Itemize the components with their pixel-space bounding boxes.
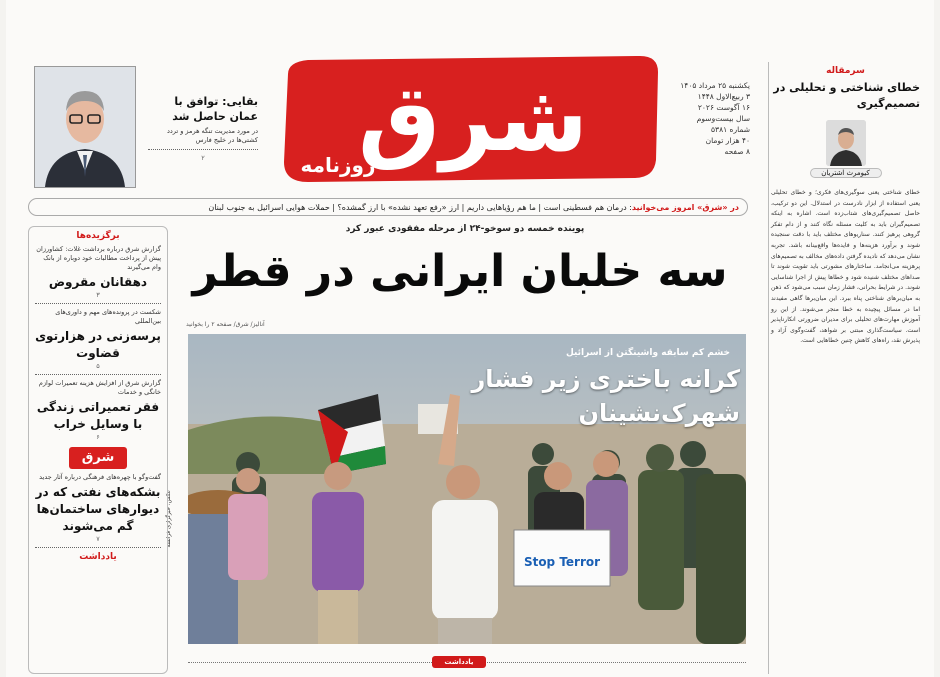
author-name: کیومرث اشتریان — [810, 168, 882, 178]
date-gregorian: ۱۶ آگوست ۲۰۲۶ — [697, 103, 750, 112]
page-count: ۸ صفحه — [724, 147, 750, 156]
newspaper-logo — [268, 50, 660, 188]
main-kicker: پوینده خمسه دو سوخو-۲۴ از مرحله مفقودی عبور کرد — [345, 224, 585, 234]
editorial-title[interactable]: خطای شناختی و تحلیلی در تصمیم‌گیری — [773, 81, 920, 110]
date-hijri: ۳ ربیع‌الاول ۱۴۴۸ — [697, 92, 750, 101]
volume-year: سال بیست‌وسوم — [696, 114, 750, 123]
main-note: آنالیز/ شرق/ صفحه ۲ را بخوانید — [186, 321, 265, 328]
price: ۴۰ هزار تومان — [705, 136, 750, 145]
top-news[interactable] — [148, 94, 258, 162]
pick-page-1: ۳ — [96, 291, 100, 299]
today-strip: در «شرق» امروز می‌خوانید: درمان هم فسطینی است | ما هم رؤیاهایی داریم | ارز «رفع تعهد نشده» با ارز گمشده؟ | حملات هوایی اسرائیل به جنوب لبنان — [28, 198, 748, 216]
picks-tag: برگزیده‌ها — [76, 231, 120, 241]
logo-text: شرق — [358, 65, 588, 172]
author-icon — [826, 120, 866, 166]
pick-headline-1[interactable]: دهقانان مقروض — [48, 275, 148, 289]
pick-page-2: ۵ — [96, 362, 100, 370]
logo-subtext: روزنامه — [300, 153, 376, 177]
strip-label: در «شرق» امروز می‌خوانید — [631, 203, 739, 212]
date-persian: یکشنبه ۲۵ مرداد ۱۴۰۵ — [680, 81, 750, 90]
pick-summary-1: گزارش شرق درباره برداشت غلات: کشاورزان پیش از پرداخت مطالبات خود دوباره از بانک وام می‌گیرند — [36, 245, 161, 271]
protest-sign-text: Stop Terror — [523, 555, 601, 569]
editorial-body: خطای شناختی یعنی سوگیری‌های فکری؛ و خطای تحلیلی یعنی استفاده از ابزار نادرست در استدلال. این دو ترکیب، حاصل تصمیم‌گیری‌های شتاب‌زده است. اشاره به اینکه تصمیم‌گیران باید به کلیت مسئله نگاه کنند و از دام تفکر گروهی پرهیز کنند. سناریوهای مختلف باید با دقت سنجیده شوند و برآورد هزینه‌ها و فایده‌ها واقع‌بینانه باشد. تجربه نشان می‌دهد که نادیده گرفتن داده‌های مخالف به تصمیم‌های پرهزینه می‌انجامد. ساختارهای مشورتی باید تقویت شوند تا صداهای مختلف شنیده شود و خطاها پیش از اجرا شناسایی شوند. در شرایط بحرانی، فشار زمان سبب می‌شود که ذهن به میان‌برهای شناختی پناه ببرد. این میان‌برها گاهی مفیدند اما در مسائل پیچیده به خطا منجر می‌شوند. از این رو آموزش مهارت‌های تحلیلی برای مدیران ضرورتی انکارناپذیر است. سیاست‌گذاری مبتنی بر شواهد، گفت‌وگوی آزاد و پذیرش نقد، راه‌های کاهش چنین خطاهایی است. — [771, 189, 920, 345]
extra-summary: گفت‌وگو با چهره‌های فرهنگی درباره آثار جدید — [39, 473, 161, 481]
author-photo — [826, 120, 866, 166]
top-news-summary: در مورد مدیریت تنگه هرمز و تردد کشتی‌ها در خلیج فارس — [166, 127, 258, 144]
pick-page-3: ۶ — [96, 433, 100, 441]
left-column — [28, 226, 168, 674]
editorial-tag: سرمقاله — [826, 66, 865, 76]
top-news-page: ۲ — [201, 154, 205, 162]
strip-text: درمان هم فسطینی است | ما هم رؤیاهایی داریم | ارز «رفع تعهد نشده» با ارز گمشده؟ | حملات هوایی اسرائیل به جنوب لبنان — [208, 203, 627, 212]
photo-kicker: خشم کم سابقه واشینگتن از اسرائیل — [565, 348, 730, 358]
issue-number: شماره ۵۳۸۱ — [711, 125, 750, 134]
bottom-note-tag: یادداشت — [432, 656, 486, 668]
main-headline[interactable]: سه خلبان ایرانی در قطر — [192, 246, 728, 297]
issue-info — [678, 80, 750, 157]
notes-tag: یادداشت — [79, 552, 117, 562]
photo-title[interactable]: کرانه باختری زیر فشار شهرک‌نشینان — [471, 365, 740, 427]
extra-page: ۷ — [96, 535, 100, 543]
photo-credit: عکس: خبرگزاری فرانسه — [166, 490, 172, 548]
editorial-column — [768, 62, 928, 674]
extra-headline[interactable]: بشکه‌های نفتی که در دیوارهای ساختمان‌ها گم می‌شوند — [35, 485, 161, 533]
pick-summary-2: شکست در پرونده‌های مهم و داوری‌های بین‌المللی — [55, 308, 161, 325]
mini-logo: شرق — [69, 447, 127, 469]
pick-summary-3: گزارش شرق از افزایش هزینه تعمیرات لوازم خانگی و خدمات — [38, 379, 161, 396]
pick-headline-2[interactable]: پرسه‌زنی در هزارتوی قضاوت — [35, 329, 161, 360]
pick-headline-3[interactable]: فقر تعمیراتی زندگی با وسایل خراب — [36, 400, 160, 431]
portrait-photo — [34, 66, 136, 188]
top-news-headline: بقایی: توافق با عمان حاصل شد — [172, 95, 258, 123]
person-icon — [35, 67, 135, 187]
